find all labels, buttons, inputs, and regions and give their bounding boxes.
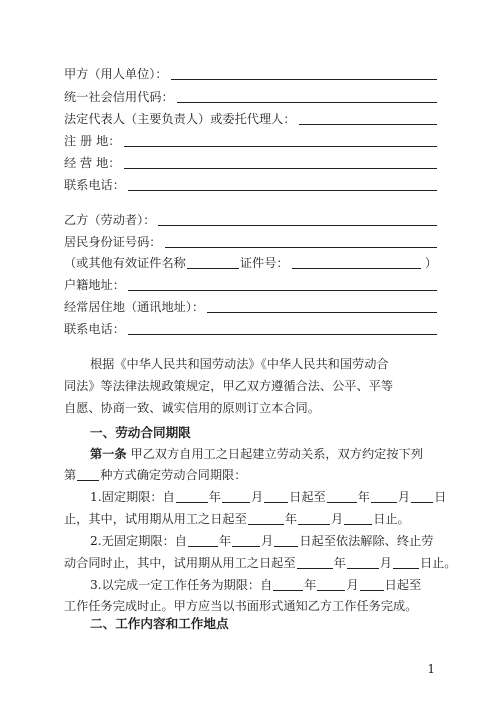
fixed-end-month-unit: 月 — [397, 490, 411, 504]
hukou-label: 户籍地址： — [64, 278, 125, 292]
fixed-probation-label: 止，其中，试用期从用工之日起至 — [64, 512, 247, 526]
open-probation-day-end: 日止。 — [419, 556, 457, 570]
fixed-start-year-unit: 年 — [208, 490, 221, 504]
residence-row — [64, 299, 437, 315]
residence-label: 经常居住地（通讯地址）： — [64, 300, 205, 314]
fixed-term-line-1 — [90, 489, 446, 505]
residence-blank[interactable] — [207, 300, 437, 313]
fixed-term-line-2 — [64, 511, 410, 527]
article-1-di: 第 — [64, 468, 77, 482]
open-probation-year-blank[interactable] — [297, 556, 333, 569]
fixed-probation-month-unit: 月 — [331, 512, 344, 526]
fixed-start-month-blank[interactable] — [222, 490, 250, 503]
registered-address-blank[interactable] — [124, 134, 438, 147]
business-address-row — [64, 155, 437, 171]
open-start-year-unit: 年 — [218, 534, 232, 548]
party-b-name-label: 乙方（劳动者）： — [64, 213, 156, 227]
other-id-close: ） — [424, 256, 437, 270]
id-number-blank[interactable] — [165, 235, 438, 248]
fixed-end-day-unit: 日 — [434, 490, 447, 504]
intro-line-2: 同法》等法律法规政策规定，甲乙双方遵循合法、公平、平等 — [64, 379, 394, 393]
fixed-end-year-unit: 年 — [357, 490, 370, 504]
party-a-name-blank[interactable] — [171, 67, 437, 80]
party-b-name-blank[interactable] — [158, 213, 437, 226]
task-day-from: 日起至 — [384, 578, 422, 592]
representative-label: 法定代表人（主要负责人）或委托代理人： — [64, 112, 296, 126]
method-number-blank[interactable] — [77, 468, 99, 481]
fixed-probation-day-blank[interactable] — [344, 512, 372, 525]
id-number-label: 居民身份证号码： — [64, 235, 162, 249]
fixed-probation-year-unit: 年 — [284, 512, 297, 526]
task-start-month-unit: 月 — [346, 578, 359, 592]
article-1-text: 甲乙双方自用工之日起建立劳动关系，双方约定按下列 — [130, 447, 423, 461]
open-term-label: 2.无固定期限：自 — [90, 534, 187, 548]
registered-address-row — [64, 133, 437, 149]
task-term-line-2: 工作任务完成时止。甲方应当以书面形式通知乙方工作任务完成。 — [64, 599, 418, 613]
party-a-phone-label: 联系电话： — [64, 178, 125, 192]
page-number: 1 — [427, 662, 435, 676]
party-a-name-label: 甲方（用人单位）： — [64, 67, 168, 81]
business-address-blank[interactable] — [124, 156, 438, 169]
fixed-start-day-blank[interactable] — [264, 490, 288, 503]
task-term-label: 3.以完成一定工作任务为期限：自 — [90, 578, 273, 592]
other-id-mid: 证件号： — [239, 256, 289, 270]
open-probation-label: 动合同时止，其中，试用期从用工之日起至 — [64, 556, 296, 570]
party-a-phone-row — [64, 177, 437, 193]
section-1-heading: 一、劳动合同期限 — [90, 425, 191, 440]
party-b-name-row — [64, 212, 437, 228]
open-probation-month-blank[interactable] — [347, 556, 379, 569]
business-address-label: 经 营 地： — [64, 156, 121, 170]
fixed-probation-month-blank[interactable] — [298, 512, 330, 525]
fixed-day-from: 日起至 — [289, 490, 326, 504]
article-1-line-2 — [64, 467, 246, 483]
party-a-phone-blank[interactable] — [128, 178, 437, 191]
party-a-name-row — [64, 66, 437, 82]
intro-line-3: 自愿、协商一致、诚实信用的原则订立本合同。 — [64, 401, 320, 415]
task-start-day-blank[interactable] — [360, 578, 384, 591]
task-start-year-blank[interactable] — [273, 578, 303, 591]
other-id-number-blank[interactable] — [292, 256, 421, 269]
task-term-line-1 — [90, 577, 421, 593]
open-term-line-2 — [64, 555, 457, 571]
task-start-month-blank[interactable] — [317, 578, 345, 591]
open-probation-day-blank[interactable] — [393, 556, 419, 569]
fixed-probation-year-blank[interactable] — [248, 512, 284, 525]
fixed-end-month-blank[interactable] — [371, 490, 397, 503]
section-2-heading: 二、工作内容和工作地点 — [90, 616, 229, 631]
fixed-start-month-unit: 月 — [250, 490, 264, 504]
fixed-end-day-blank[interactable] — [411, 490, 433, 503]
party-b-phone-blank[interactable] — [128, 322, 437, 335]
open-start-day-blank[interactable] — [274, 534, 298, 547]
article-1-method: 种方式确定劳动合同期限： — [100, 468, 247, 482]
other-id-type-blank[interactable] — [187, 256, 239, 269]
open-term-line-1 — [90, 533, 433, 549]
party-b-phone-label: 联系电话： — [64, 322, 125, 336]
fixed-start-year-blank[interactable] — [176, 490, 208, 503]
open-start-year-blank[interactable] — [188, 534, 218, 547]
article-1-title: 第一条 — [90, 447, 127, 461]
registered-address-label: 注 册 地： — [64, 134, 121, 148]
open-start-month-blank[interactable] — [232, 534, 260, 547]
fixed-term-label: 1.固定期限：自 — [90, 490, 175, 504]
credit-code-label: 统一社会信用代码： — [64, 90, 174, 104]
credit-code-row — [64, 89, 437, 105]
task-start-year-unit: 年 — [304, 578, 317, 592]
article-1-line-1 — [64, 444, 437, 465]
other-id-open: （或其他有效证件名称 — [64, 256, 186, 270]
credit-code-blank[interactable] — [177, 90, 437, 103]
fixed-probation-day-end: 日止。 — [373, 512, 410, 526]
party-b-phone-row — [64, 321, 437, 337]
hukou-row — [64, 277, 437, 293]
open-probation-year-unit: 年 — [333, 556, 346, 570]
id-number-row — [64, 234, 437, 250]
representative-row — [64, 111, 437, 127]
other-id-row — [64, 255, 437, 271]
representative-blank[interactable] — [299, 112, 437, 125]
intro-line-1: 根据《中华人民共和国劳动法》《中华人民共和国劳动合 — [90, 357, 389, 371]
open-term-text: 日起至依法解除、终止劳 — [299, 534, 434, 548]
open-start-month-unit: 月 — [261, 534, 274, 548]
open-probation-month-unit: 月 — [379, 556, 392, 570]
fixed-end-year-blank[interactable] — [327, 490, 357, 503]
hukou-blank[interactable] — [128, 278, 437, 291]
